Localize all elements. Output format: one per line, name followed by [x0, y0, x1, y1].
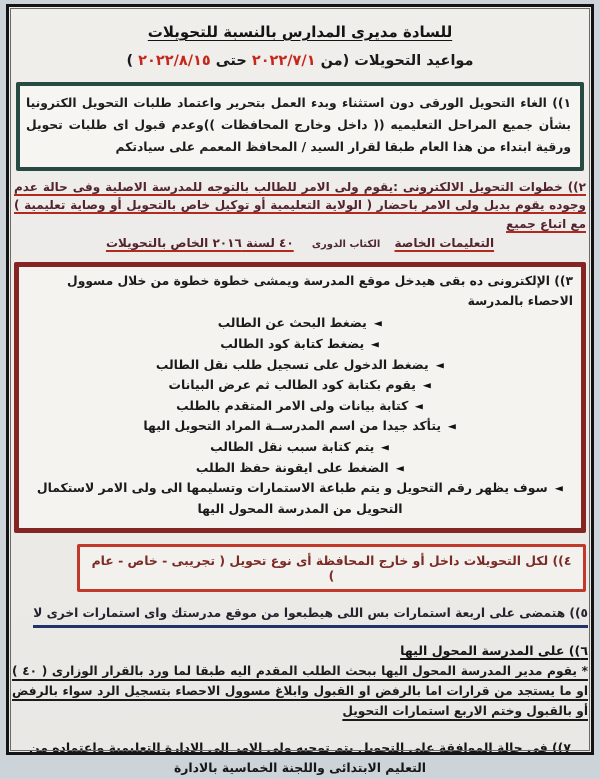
step-item — [27, 313, 573, 334]
section-6-heading: ٦)) على المدرسة المحول اليها — [400, 643, 588, 659]
section-7-text: ٧)) فى حالة الموافقة على التحويل يتم توجيه ولى الامر إلى الادارة التعليمية واعتماده من التعليم الابتدائى واللجنة الخماسية بالادارة — [29, 739, 571, 776]
step-item — [27, 375, 573, 396]
step-item — [27, 396, 573, 417]
section-4-text: ٤)) لكل التحويلات داخل أو خارج المحافظة أى نوع تحويل ( تجريبى - خاص - عام ) — [91, 553, 572, 584]
step-text: يتأكد جيدا من اسم المدرســة المراد التحويل اليها — [143, 418, 442, 434]
step-item — [27, 437, 573, 458]
doc-title: للسادة مديرى المدارس بالنسبة للتحويلات — [147, 23, 453, 41]
triangle-bullet-icon: ◄ — [370, 337, 379, 350]
triangle-bullet-icon: ◄ — [395, 460, 404, 474]
triangle-bullet-icon: ◄ — [422, 378, 431, 392]
circular-book-ref: ٤٠ لسنة ٢٠١٦ الخاص بالتحويلات — [105, 236, 294, 251]
step-text: كتابة بيانات ولى الامر المتقدم بالطلب — [176, 397, 409, 413]
triangle-bullet-icon: ◄ — [554, 481, 563, 495]
schedule-middle: حتى — [210, 53, 252, 69]
step-item — [27, 355, 573, 376]
step-item — [27, 478, 573, 519]
triangle-bullet-icon: ◄ — [447, 419, 456, 433]
step-text: سوف يظهر رقم التحويل و يتم طباعة الاستمارات وتسليمها الى ولى الامر لاستكمال التحويل من المدرسة المحول اليها — [36, 480, 548, 516]
section-2-paragraph — [14, 178, 586, 253]
step-item — [27, 458, 573, 479]
triangle-bullet-icon: ◄ — [435, 357, 444, 371]
schedule-prefix: مواعيد التحويلات (من — [315, 53, 474, 69]
date-to: ٢٠٢٢/٨/١٥ — [138, 53, 211, 69]
schedule-suffix: ) — [126, 53, 139, 69]
section-6-body: * يقوم مدير المدرسة المحول اليها ببحث الطلب المقدم اليه طبقا لما ورد بالقرار الوزارى ( ٤٠ ) او ما يستجد من قرارات اما بالرفض او القبول وابلاغ مسوول الاحصاء بتسجيل الرد سواء بالرفض أو بالقبول وختم الاربع استمارات التحويل — [12, 664, 588, 718]
step-text: يضغط الدخول على تسجيل طلب نقل الطالب — [155, 356, 429, 372]
circular-book-label: الكتاب الدورى — [311, 239, 381, 251]
section-3-steps-box — [14, 262, 586, 533]
step-item — [27, 334, 573, 355]
section-4-box — [77, 544, 586, 592]
section-5-text: ٥)) هتمضى على اربعة استمارات بس اللى هيطبعوا من موقع مدرستك واى استمارات اخرى لا — [33, 606, 588, 628]
triangle-bullet-icon: ◄ — [415, 398, 424, 412]
step-text: يضغط البحث عن الطالب — [217, 315, 367, 331]
steps-intro: ٣)) الإلكترونى ده بقى هيدخل موقع المدرسة ويمشى خطوة خطوة من خلال مسوول الاحصاء بالمدرسة — [67, 274, 573, 308]
section-1-box — [16, 82, 584, 171]
section-5-line — [12, 606, 588, 628]
step-text: الضغط على ايقونة حفظ الطلب — [195, 459, 389, 475]
steps-list — [27, 313, 573, 519]
section-1-text: ١)) الغاء التحويل الورقى دون استثناء وبدء العمل بتحرير واعتماد طلبات التحويل الكترونيا بشأن جميع المراحل التعليميه (( داخل وخارج المحافظات ))وعدم قبول اى طلبات تحويل ورقية ابتداء من هذا العام طبقا لقرار السيد / المحافظ المعمم على سيادتكم — [26, 96, 571, 154]
document-paper — [6, 4, 594, 776]
step-item — [27, 416, 573, 437]
step-text: يتم كتابة سبب نقل الطالب — [210, 438, 375, 454]
triangle-bullet-icon: ◄ — [381, 440, 390, 453]
triangle-bullet-icon: ◄ — [373, 316, 382, 330]
step-text: يضغط كتابة كود الطالب — [220, 335, 365, 351]
section-2-main-text: ٢)) خطوات التحويل الالكترونى :يقوم ولى الامر للطالب بالتوجه للمدرسة الاصلية وفى حالة عدم وجوده يقوم بديل ولى الامر باحضار ( الولاية التعليمية أو توكيل خاص بالتحويل أو وصاية تعليمية ) مع اتباع جميع — [14, 179, 586, 231]
section-2-reference-line — [14, 234, 586, 253]
date-from: ٢٠٢٢/٧/١ — [251, 53, 316, 69]
step-text: يقوم بكتابة كود الطالب ثم عرض البيانات — [168, 377, 416, 393]
section-2-tail-text: التعليمات الخاصة — [394, 236, 495, 251]
transfer-dates-line — [9, 53, 591, 69]
